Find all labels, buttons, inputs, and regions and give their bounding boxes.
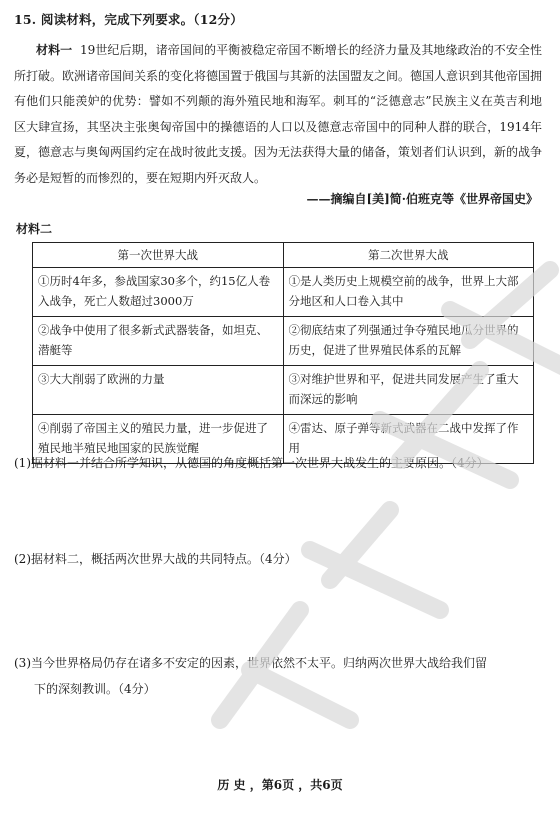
table-cell: ②彻底结束了列强通过争夺殖民地瓜分世界的历史，促进了世界殖民体系的瓦解 — [283, 317, 534, 366]
table-cell: ①是人类历史上规模空前的战争，世界上大部分地区和人口卷入其中 — [283, 268, 534, 317]
table-cell: ②战争中使用了很多新式武器装备，如坦克、潜艇等 — [33, 317, 284, 366]
table-row — [33, 366, 534, 415]
header-ww2: 第二次世界大战 — [283, 243, 534, 268]
sub-question-3-line2: 下的深刻教训。（4分） — [34, 682, 156, 696]
table-row — [33, 268, 534, 317]
question-title: 15. 阅读材料，完成下列要求。（12分） — [14, 12, 243, 27]
material-one-paragraph — [14, 38, 542, 191]
table-cell: ③对维护世界和平，促进共同发展产生了重大而深远的影响 — [283, 366, 534, 415]
sub-question-2: (2)据材料二，概括两次世界大战的共同特点。（4分） — [14, 552, 297, 566]
page-footer: 历 史 ，第6页 ，共6页 — [217, 778, 343, 792]
header-ww1: 第一次世界大战 — [33, 243, 284, 268]
table-row — [33, 317, 534, 366]
material-one-source: ——摘编自[美]简·伯班克等《世界帝国史》 — [306, 192, 538, 206]
world-wars-comparison-table — [32, 242, 534, 464]
table-cell: ①历时4年多，参战国家30多个，约15亿人卷入战争，死亡人数超过3000万 — [33, 268, 284, 317]
sub-question-1: (1)据材料一并结合所学知识，从德国的角度概括第一次世界大战发生的主要原因。（4分） — [14, 456, 489, 470]
sub-question-3-line1: (3)当今世界格局仍存在诸多不安定的因素，世界依然不太平。归纳两次世界大战给我们留 — [14, 656, 488, 670]
sub-question-3 — [14, 650, 542, 702]
table-cell: ④雷达、原子弹等新式武器在二战中发挥了作用 — [283, 415, 534, 464]
material-one-label: 材料一 — [36, 43, 73, 57]
material-two-label: 材料二 — [16, 222, 53, 236]
table-header-row — [33, 243, 534, 268]
table-cell: ④削弱了帝国主义的殖民力量，进一步促进了殖民地半殖民地国家的民族觉醒 — [33, 415, 284, 464]
table-cell: ③大大削弱了欧洲的力量 — [33, 366, 284, 415]
material-one-text: 19世纪后期，诸帝国间的平衡被稳定帝国不断增长的经济力量及其地缘政治的不安全性所打破。欧洲诸帝国间关系的变化将德国置于俄国与其新的法国盟友之间。德国人意识到其他帝国拥有他们只能羡妒的优势：譬如不列颠的海外殖民地和海军。刺耳的“泛德意志”民族主义在英吉利地区大肆宣扬，其坚决主张奥匈帝国中的操德语的人口以及德意志帝国中的同种人群的联合，1914年夏，德意志与奥匈两国约定在战时彼此支援。因为无法获得大量的储备，策划者们认识到，新的战争务必是短暂的而惨烈的，要在短期内歼灭敌人。 — [14, 43, 543, 185]
